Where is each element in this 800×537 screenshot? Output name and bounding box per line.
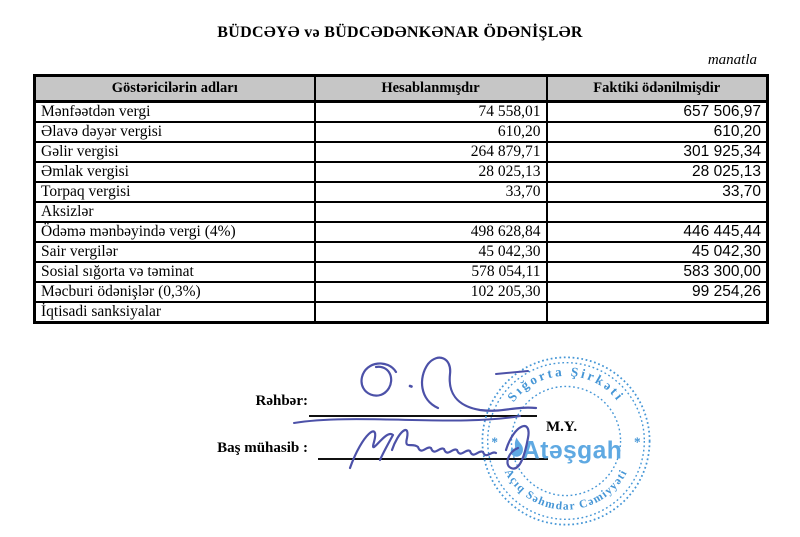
- paid-cell: 583 300,00: [547, 262, 768, 282]
- row-label-cell: Məcburi ödənişlər (0,3%): [35, 282, 315, 302]
- table-row: [35, 282, 768, 302]
- calculated-cell: [315, 302, 547, 323]
- calculated-cell: 74 558,01: [315, 102, 547, 123]
- table-row: [35, 102, 768, 123]
- row-label-cell: Əmlak vergisi: [35, 162, 315, 182]
- payments-table: [33, 74, 769, 324]
- calculated-cell: 102 205,30: [315, 282, 547, 302]
- row-label-cell: Torpaq vergisi: [35, 182, 315, 202]
- paid-cell: 45 042,30: [547, 242, 768, 262]
- paid-cell: 28 025,13: [547, 162, 768, 182]
- calculated-cell: 498 628,84: [315, 222, 547, 242]
- calculated-cell: 45 042,30: [315, 242, 547, 262]
- table-row: [35, 142, 768, 162]
- calculated-cell: 33,70: [315, 182, 547, 202]
- calculated-cell: [315, 202, 547, 222]
- accountant-label: Baş mühasib :: [217, 440, 308, 456]
- calculated-cell: 578 054,11: [315, 262, 547, 282]
- row-label-cell: Aksizlər: [35, 202, 315, 222]
- paid-cell: 99 254,26: [547, 282, 768, 302]
- paid-cell: 610,20: [547, 122, 768, 142]
- table-row: [35, 302, 768, 323]
- row-label-cell: Əlavə dəyər vergisi: [35, 122, 315, 142]
- row-label-cell: Gəlir vergisi: [35, 142, 315, 162]
- table-row: [35, 162, 768, 182]
- paid-cell: 301 925,34: [547, 142, 768, 162]
- row-label-cell: Sair vergilər: [35, 242, 315, 262]
- stamp-separator-right: *: [633, 434, 641, 450]
- header-indicator-names: Göstəricilərin adları: [35, 76, 315, 102]
- paid-cell: 657 506,97: [547, 102, 768, 123]
- page-title: BÜDCƏYƏ və BÜDCƏDƏNKƏNAR ÖDƏNİŞLƏR: [217, 24, 583, 41]
- table-header-row: [35, 76, 768, 102]
- director-signature: [294, 358, 536, 423]
- table-row: [35, 262, 768, 282]
- table-row: [35, 182, 768, 202]
- stamp-bottom-arc-text: Açıq Səhmdar Cəmiyyəti: [501, 467, 631, 513]
- table-row: [35, 122, 768, 142]
- table-row: [35, 202, 768, 222]
- currency-note: manatla: [707, 52, 757, 68]
- header-calculated: Hesablanmışdır: [315, 76, 547, 102]
- paid-cell: 446 445,44: [547, 222, 768, 242]
- header-actually-paid: Faktiki ödənilmişdir: [547, 76, 768, 102]
- paid-cell: [547, 202, 768, 222]
- director-label: Rəhbər:: [255, 393, 308, 409]
- table-row: [35, 222, 768, 242]
- table-row: [35, 242, 768, 262]
- paid-cell: [547, 302, 768, 323]
- calculated-cell: 28 025,13: [315, 162, 547, 182]
- calculated-cell: 264 879,71: [315, 142, 547, 162]
- calculated-cell: 610,20: [315, 122, 547, 142]
- paid-cell: 33,70: [547, 182, 768, 202]
- row-label-cell: Ödəmə mənbəyində vergi (4%): [35, 222, 315, 242]
- stamp-separator-left: *: [491, 434, 499, 450]
- accountant-signature: [350, 426, 529, 468]
- row-label-cell: İqtisadi sanksiyalar: [35, 302, 315, 323]
- initials-text: M.Y.: [546, 419, 578, 435]
- row-label-cell: Sosial sığorta və təminat: [35, 262, 315, 282]
- row-label-cell: Mənfəətdən vergi: [35, 102, 315, 123]
- stamp-logo-text: Atəşgah: [522, 437, 623, 465]
- stamp-top-arc-text: Sığorta Şirkəti: [504, 363, 628, 405]
